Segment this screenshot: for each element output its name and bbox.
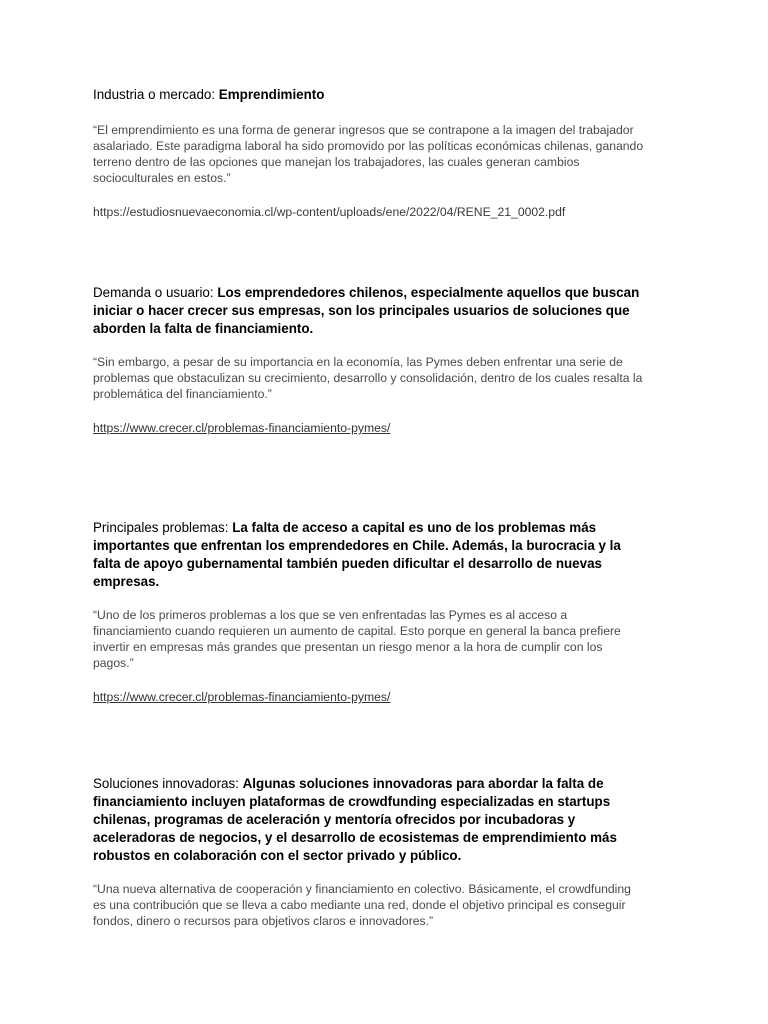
heading-lead: Principales problemas: bbox=[93, 520, 233, 535]
section-heading bbox=[93, 284, 683, 338]
section-quote: “Una nueva alternativa de cooperación y financiamiento en colectivo. Básicamente, el crowdfunding es una contribución que se lleva a cabo mediante una red, donde el objetivo principal es conseguir fondos, dinero o recursos para objetivos claros e innovadores.” bbox=[93, 882, 631, 928]
heading-lead: Industria o mercado: bbox=[93, 87, 219, 102]
heading-lead: Soluciones innovadoras: bbox=[93, 776, 243, 791]
section-heading bbox=[93, 775, 683, 865]
section-soluciones bbox=[93, 775, 683, 929]
heading-answer: Los emprendedores chilenos, especialmente aquellos que buscan iniciar o hacer crecer sus empresas, son los principales usuarios de soluciones que aborden la falta de financiamiento. bbox=[93, 285, 640, 336]
source-link[interactable]: https://www.crecer.cl/problemas-financiamiento-pymes/ bbox=[93, 421, 391, 435]
section-quote: “El emprendimiento es una forma de generar ingresos que se contrapone a la imagen del trabajador asalariado. Este paradigma laboral ha sido promovido por las políticas económicas chilenas, ganando terreno dentro de las opciones que manejan los trabajadores, las cuales generan cambios socioculturales en estos.” bbox=[93, 123, 644, 185]
source-link[interactable]: https://www.crecer.cl/problemas-financiamiento-pymes/ bbox=[93, 690, 391, 704]
section-quote: “Sin embargo, a pesar de su importancia en la economía, las Pymes deben enfrentar una serie de problemas que obstaculizan su crecimiento, desarrollo y consolidación, dentro de los cuales resalta la problemática del financiamiento.” bbox=[93, 355, 643, 401]
heading-lead: Demanda o usuario: bbox=[93, 285, 218, 300]
section-problemas bbox=[93, 519, 683, 706]
heading-answer: La falta de acceso a capital es uno de los problemas más importantes que enfrentan los emprendedores en Chile. Además, la burocracia y la falta de apoyo gubernamental también pueden dificultar el desarrollo de nuevas empresas. bbox=[93, 520, 621, 589]
section-quote: “Uno de los primeros problemas a los que se ven enfrentadas las Pymes es al acceso a financiamiento cuando requieren un aumento de capital. Esto porque en general la banca prefiere invertir en empresas más grandes que presentan un riesgo menor a la hora de cumplir con los pagos.” bbox=[93, 608, 621, 670]
section-industria bbox=[93, 86, 683, 221]
source-link[interactable]: https://estudiosnuevaeconomia.cl/wp-content/uploads/ene/2022/04/RENE_21_0002.pdf bbox=[93, 205, 566, 219]
section-demanda bbox=[93, 284, 683, 437]
section-heading bbox=[93, 86, 683, 104]
heading-answer: Algunas soluciones innovadoras para abordar la falta de financiamiento incluyen plataformas de crowdfunding especializadas en startups chilenas, programas de aceleración y mentoría ofrecidos por incubadoras y aceleradoras de negocios, y el desarrollo de ecosistemas de emprendimiento más robustos en colaboración con el sector privado y público. bbox=[93, 776, 617, 863]
heading-answer: Emprendimiento bbox=[218, 87, 325, 102]
section-heading bbox=[93, 519, 683, 591]
